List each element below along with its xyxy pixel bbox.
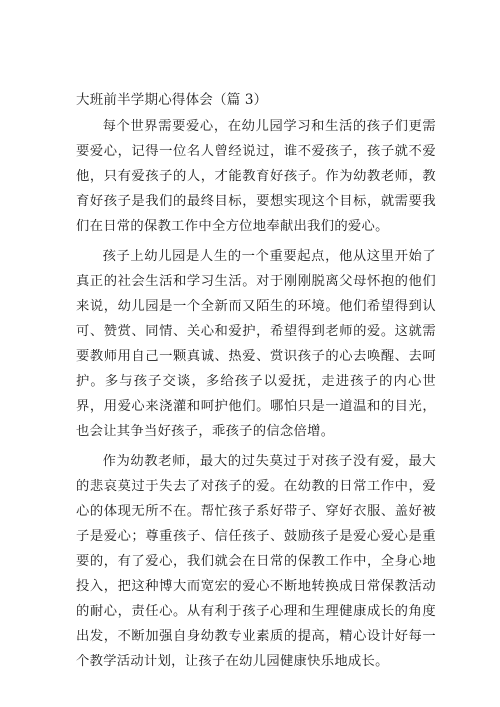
- document-title: 大班前半学期心得体会（篇 3）: [76, 92, 268, 108]
- paragraph-2: 孩子上幼儿园是人生的一个重要起点，他从这里开始了真正的社会生活和学习生活。对于刚刚脱离父母怀抱的他们来说，幼儿园是一个全新而又陌生的环境。他们希望得到认可、赞赏、同情、关心和爱护，希望得到老师的爱。这就需要教师用自己一颗真诚、热爱、赏识孩子的心去唤醒、去呵护。多与孩子交谈，多给孩子以爱抚，走进孩子的内心世界，用爱心来浇灌和呵护他们。哪怕只是一道温和的目光，也会让其争当好孩子，乖孩子的信念倍增。: [76, 249, 436, 439]
- paragraph-3: 作为幼教老师，最大的过失莫过于对孩子没有爱，最大的悲哀莫过于失去了对孩子的爱。在幼教的日常工作中，爱心的体现无所不在。帮忙孩子系好带子、穿好衣服、盖好被子是爱心；尊重孩子、信任孩子、鼓励孩子是爱心爱心是重要的，有了爱心，我们就会在日常的保教工作中，全身心地投入，把这种博大而宽宏的爱心不断地转换成日常保教活动的耐心，责任心。从有利于孩子心理和生理健康成长的角度出发，不断加强自身幼教专业素质的提高，精心设计好每一个教学活动计划，让孩子在幼儿园健康快乐地成长。: [76, 454, 436, 669]
- paragraph-1: 每个世界需要爱心，在幼儿园学习和生活的孩子们更需要爱心，记得一位名人曾经说过，谁不爱孩子，孩子就不爱他，只有爱孩子的人，才能教育好孩子。作为幼教老师，教育好孩子是我们的最终目标，要想实现这个目标，就需要我们在日常的保教工作中全方位地奉献出我们的爱心。: [76, 119, 436, 234]
- document-body: [76, 114, 436, 679]
